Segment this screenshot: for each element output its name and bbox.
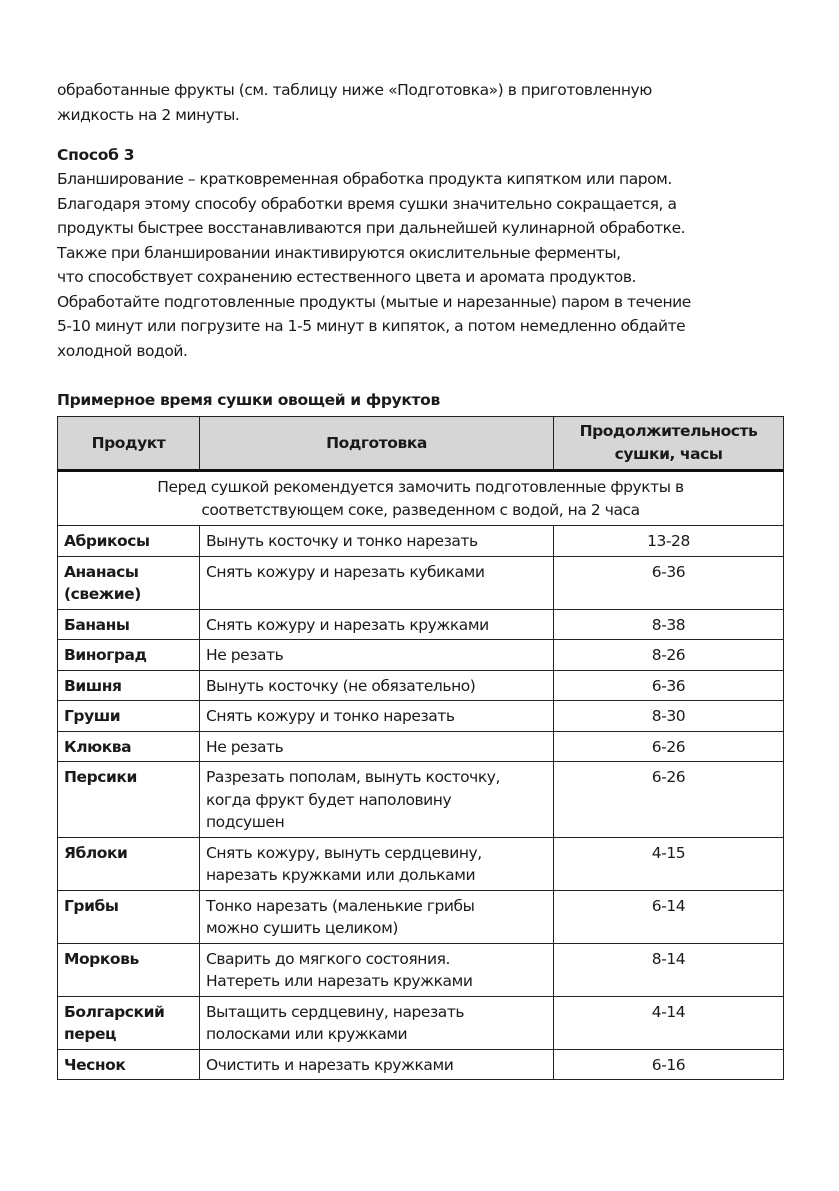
product-cell-line: Персики [64,768,137,786]
table-row [58,670,784,701]
product-cell-line: Виноград [64,646,147,664]
intro-paragraph [57,78,783,127]
product-cell-line: (свежие) [64,585,141,603]
product-cell [58,670,200,701]
table-row [58,890,784,943]
duration-cell: 13-28 [554,526,784,557]
note-line: соответствующем соке, разведенном с водой, на 2 часа [201,501,640,519]
method-line: Благодаря этому способу обработки время сушки значительно сокращается, а [57,194,677,213]
preparation-cell-line: Тонко нарезать (маленькие грибы [206,896,475,915]
document-page [57,78,783,1080]
preparation-cell-line: когда фрукт будет наполовину [206,790,452,809]
preparation-cell [200,890,554,943]
product-cell [58,837,200,890]
header-duration [554,417,784,471]
duration-cell: 8-26 [554,640,784,671]
duration-cell: 8-38 [554,609,784,640]
note-row [58,471,784,526]
preparation-cell-line: Вынуть косточку и тонко нарезать [206,532,478,550]
preparation-cell-line: Не резать [206,646,284,664]
table-row [58,762,784,838]
product-cell-line: Бананы [64,615,130,634]
note-line: Перед сушкой рекомендуется замочить подготовленные фрукты в [157,478,684,496]
preparation-cell-line: нарезать кружками или дольками [206,866,476,884]
preparation-cell-line: Не резать [206,737,284,756]
product-cell [58,996,200,1049]
drying-time-table [57,416,784,1080]
product-cell-line: Абрикосы [64,532,150,550]
product-cell [58,526,200,557]
preparation-cell [200,526,554,557]
duration-cell: 8-14 [554,943,784,996]
table-row [58,556,784,609]
product-cell-line: Клюква [64,737,132,756]
table-row [58,526,784,557]
duration-cell: 6-16 [554,1049,784,1080]
duration-cell: 4-14 [554,996,784,1049]
product-cell [58,556,200,609]
product-cell-line: перец [64,1025,117,1043]
preparation-cell-line: Вынуть косточку (не обязательно) [206,676,476,695]
preparation-cell [200,556,554,609]
preparation-cell [200,996,554,1049]
preparation-cell-line: Сварить до мягкого состояния. [206,949,450,968]
method-line: продукты быстрее восстанавливаются при дальнейшей кулинарной обработке. [57,219,686,237]
table-row [58,996,784,1049]
preparation-cell [200,1049,554,1080]
table-title: Примерное время сушки овощей и фруктов [57,391,440,409]
intro-line: жидкость на 2 минуты. [57,105,240,124]
duration-cell: 6-36 [554,670,784,701]
duration-cell: 8-30 [554,701,784,732]
preparation-cell [200,943,554,996]
preparation-cell [200,609,554,640]
method-3-heading: Способ 3 [57,146,135,164]
header-preparation: Подготовка [200,417,554,471]
product-cell [58,609,200,640]
product-cell [58,731,200,762]
duration-cell: 6-36 [554,556,784,609]
preparation-cell-line: Снять кожуру и тонко нарезать [206,707,455,725]
product-cell [58,1049,200,1080]
intro-line: обработанные фрукты (см. таблицу ниже «Подготовка») в приготовленную [57,81,652,99]
table-row [58,640,784,671]
product-cell-line: Яблоки [64,843,128,862]
duration-cell: 6-14 [554,890,784,943]
table-row [58,837,784,890]
product-cell-line: Чеснок [64,1055,126,1074]
table-row [58,731,784,762]
product-cell-line: Грибы [64,896,119,915]
method-line: Также при бланшировании инактивируются окислительные ферменты, [57,243,621,262]
product-cell [58,701,200,732]
table-row [58,609,784,640]
duration-cell: 6-26 [554,762,784,838]
product-cell-line: Груши [64,707,121,725]
table-row [58,1049,784,1080]
preparation-cell-line: полосками или кружками [206,1025,408,1043]
preparation-cell-line: Очистить и нарезать кружками [206,1055,454,1074]
preparation-cell [200,731,554,762]
header-duration-line: Продолжительность [579,422,758,440]
product-cell [58,762,200,838]
table-row [58,943,784,996]
duration-cell: 6-26 [554,731,784,762]
preparation-cell [200,837,554,890]
preparation-cell-line: Разрезать пополам, вынуть косточку, [206,768,501,786]
preparation-cell [200,640,554,671]
method-line: холодной водой. [57,341,188,360]
soak-note [58,471,784,526]
duration-cell: 4-15 [554,837,784,890]
product-cell-line: Ананасы [64,562,139,581]
table-header-row [58,417,784,471]
product-cell [58,890,200,943]
header-duration-line: сушки, часы [614,445,723,463]
product-cell [58,640,200,671]
preparation-cell-line: подсушен [206,813,285,831]
method-line: что способствует сохранению естественного цвета и аромата продуктов. [57,268,636,286]
preparation-cell-line: Снять кожуру и нарезать кружками [206,615,489,634]
product-cell-line: Болгарский [64,1002,165,1021]
preparation-cell-line: Снять кожуру, вынуть сердцевину, [206,843,482,862]
product-cell-line: Морковь [64,949,139,968]
preparation-cell [200,762,554,838]
method-line: Бланширование – кратковременная обработка продукта кипятком или паром. [57,170,672,188]
preparation-cell [200,701,554,732]
preparation-cell-line: можно сушить целиком) [206,919,398,937]
method-3-paragraph [57,167,783,363]
preparation-cell-line: Вытащить сердцевину, нарезать [206,1002,465,1021]
preparation-cell-line: Снять кожуру и нарезать кубиками [206,562,485,581]
product-cell [58,943,200,996]
preparation-cell [200,670,554,701]
preparation-cell-line: Натереть или нарезать кружками [206,972,473,990]
method-line: Обработайте подготовленные продукты (мытые и нарезанные) паром в течение [57,292,691,311]
header-product: Продукт [58,417,200,471]
table-row [58,701,784,732]
method-line: 5-10 минут или погрузите на 1-5 минут в кипяток, а потом немедленно обдайте [57,317,686,335]
product-cell-line: Вишня [64,676,122,695]
